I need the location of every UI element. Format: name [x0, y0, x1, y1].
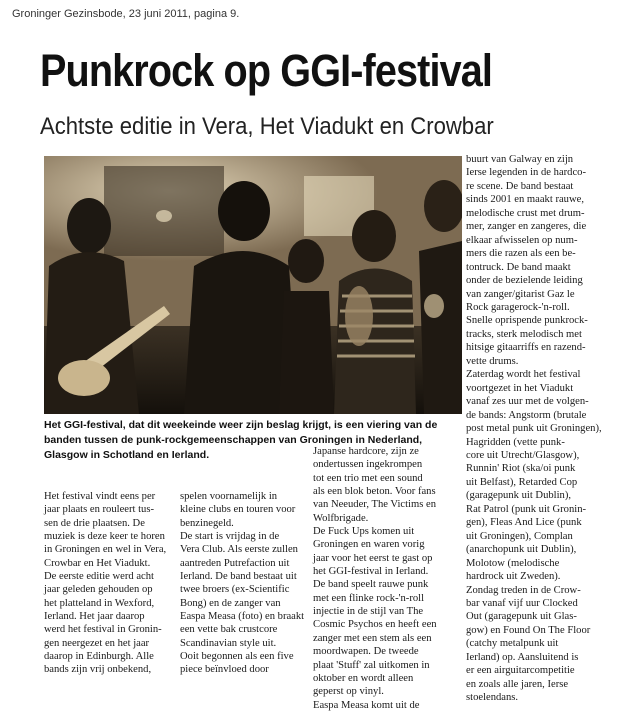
article-column-2 — [180, 490, 318, 677]
column-3-text: Japanse hardcore, zijn ze ondertussen ingekrompen tot een trio met een sound als een blok beton. Voor fans van Neeuder, The Victims en Wolfbrigade. De Fuck Ups komen uit Groningen en waren vorig jaar voor het eerst te gast op het GGI-festival in Ierland. De band speelt rauwe punk met een flinke rock-'n-roll injectie in de stijl van The Cosmic Psychos en heeft een zanger met een stem als een moordwapen. De tweede plaat 'Stuff' zal uitkomen in oktober en wordt alleen geperst op vinyl. Easpa Measa komt uit de — [313, 446, 437, 711]
article-column-4 — [466, 153, 632, 705]
column-4-text: buurt van Galway en zijn Ierse legenden in de hardco- re scene. De band bestaat sinds 2001 en maakt rauwe, melodische crust met drum- mer, zanger en zangeres, die elkaar afwisselen op num- mers die razen als een be- tontruck. De band maakt onder de bezielende leiding van zanger/gitarist Gaz le Rock garagerock-'n-roll. Snelle oprispende punkrock- tracks, sterk melodisch met hitsige gitaarriffs en razend- vette drums. Zaterdag wordt het festival voortgezet in het Viadukt vanaf zes uur met de volgen- de bands: Angstorm (brutale post metal punk uit Groningen), Hagridden (vette punk- core uit Utrecht/Glasgow), Runnin' Riot (ska/oi punk uit Belfast), Retarded Cop (garagepunk uit Dublin), Rat Patrol (punk uit Gronin- gen), Fleas And Lice (punk uit Groningen), Complan (anarchopunk uit Dublin), Molotow (melodische hardrock uit Zweden). Zondag treden in de Crow- bar vanaf vijf uur Clocked Out (garagepunk uit Glas- gow) en Found On The Floor (catchy metalpunk uit Ierland) op. Aansluitend is er een airguitarcompetitie en zoals alle jaren, Ierse stoelendans. — [466, 154, 602, 704]
column-2-text: spelen voornamelijk in kleine clubs en touren voor benzinegeld. De start is vrijdag in de Vera Club. Als eerste zullen aantreden Putrefaction uit Ierland. De band bestaat uit twee broers (ex-Scientific Bong) en de zanger van Easpa Measa (foto) en braakt een vette bak crustcore Scandinavian style uit. Ooit begonnen als een five piece beïnvloed door — [180, 491, 305, 676]
column-1-text: Het festival vindt eens per jaar plaats en rouleert tus- sen de drie plaatsen. De muziek is deze keer te horen in Groningen en wel in Vera, Crowbar en Het Viadukt. De eerste editie werd acht jaar geleden gehouden op het platteland in Wexford, Ierland. Het jaar daarop werd het festival in Gronin- gen neergezet en het jaar daarop in Edinburgh. Alle bands zijn vrij onbekend, — [44, 491, 167, 676]
article-column-3 — [313, 445, 463, 712]
source-line: Groninger Gezinsbode, 23 juni 2011, pagina 9. — [12, 8, 240, 20]
article-column-1 — [44, 490, 172, 677]
concert-photo-graphic — [44, 156, 462, 414]
photo-caption: Het GGI-festival, dat dit weekeinde weer zijn beslag krijgt, is een viering van de banden tussen de punk-rockgemeenschappen van Groningen in Nederland, Glasgow in Schotland en Ierland. — [44, 419, 438, 461]
subheadline: Achtste editie in Vera, Het Viadukt en Crowbar — [40, 113, 494, 140]
concert-photo — [44, 156, 462, 414]
headline: Punkrock op GGI-festival — [40, 45, 493, 96]
